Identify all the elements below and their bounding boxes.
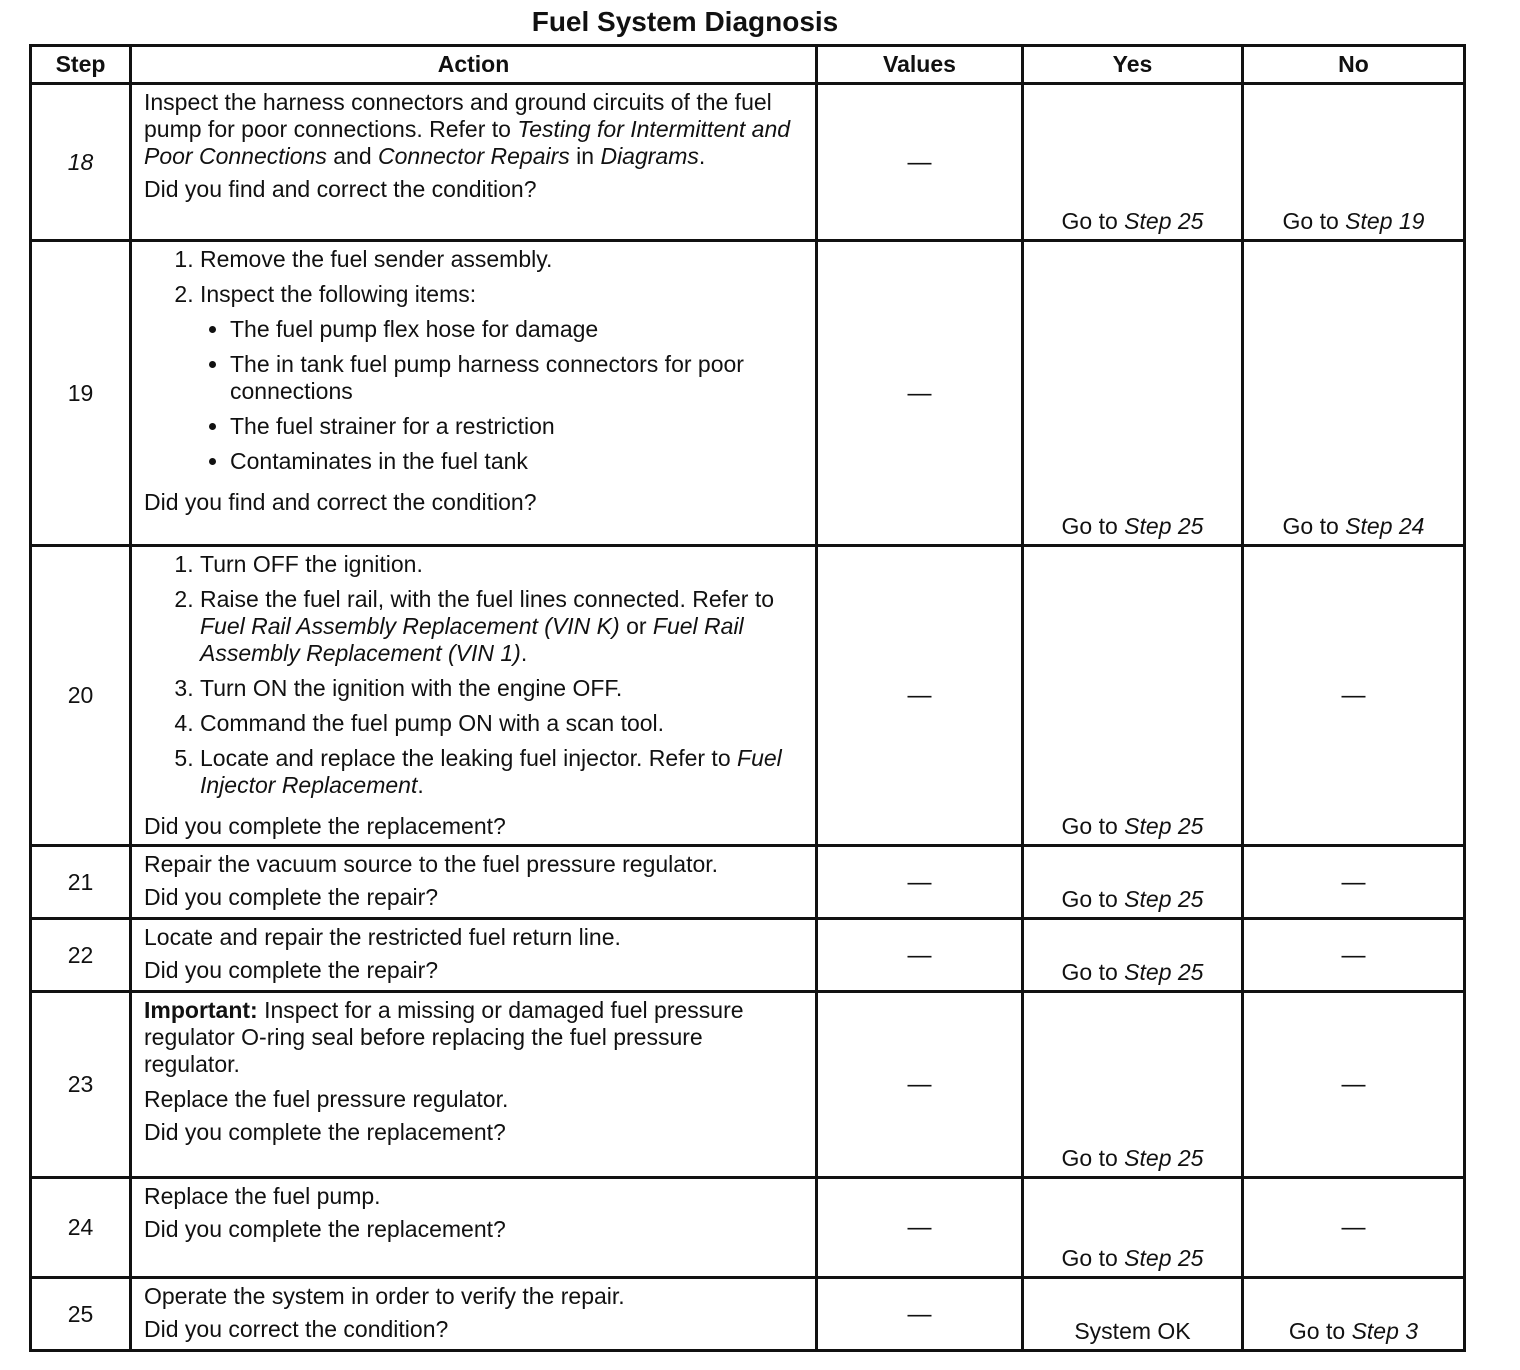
action-text: Repair the vacuum source to the fuel pressure regulator. [144, 851, 719, 877]
yes-cell: Go to Step 25 [1023, 84, 1243, 241]
question-text: Did you complete the replacement? [144, 813, 506, 839]
table-row [31, 546, 1465, 846]
bullet-item: • Contaminates in the fuel tank [230, 448, 803, 475]
step-number: 19 [31, 241, 131, 546]
yes-cell: Go to Step 25 [1023, 919, 1243, 992]
values-cell: — [817, 546, 1023, 846]
action-text: Operate the system in order to verify the repair. [144, 1283, 625, 1309]
action-text: Inspect the harness connectors and ground circuits of the fuel pump for poor connections. Refer to Testing for Intermittent and Poor Connections and Connector Repairs in Diagrams. [144, 89, 791, 169]
list-item: 5. Locate and replace the leaking fuel injector. Refer to Fuel Injector Replacement. [200, 745, 803, 799]
question-text: Did you complete the repair? [144, 884, 439, 910]
action-text: Replace the fuel pump. [144, 1183, 381, 1209]
list-item: 1. Remove the fuel sender assembly. [200, 246, 803, 273]
list-item: 2. Raise the fuel rail, with the fuel lines connected. Refer to Fuel Rail Assembly Replacement (VIN K) or Fuel Rail Assembly Replacement (VIN 1). [200, 586, 803, 667]
diagnosis-table [29, 44, 1466, 1352]
values-cell: — [817, 1178, 1023, 1278]
question-text: Did you find and correct the condition? [144, 176, 537, 202]
table-row [31, 84, 1465, 241]
action-cell [131, 84, 817, 241]
yes-cell: System OK [1023, 1278, 1243, 1351]
table-row [31, 241, 1465, 546]
list-item: 1. Turn OFF the ignition. [200, 551, 803, 578]
bullet-list [200, 316, 803, 475]
list-item: 4. Command the fuel pump ON with a scan tool. [200, 710, 803, 737]
table-row [31, 919, 1465, 992]
yes-cell: Go to Step 25 [1023, 1178, 1243, 1278]
step-number: 23 [31, 992, 131, 1178]
question-text: Did you correct the condition? [144, 1316, 449, 1342]
table-row [31, 1278, 1465, 1351]
bullet-item: • The in tank fuel pump harness connectors for poor connections [230, 351, 803, 405]
question-text: Did you complete the repair? [144, 957, 439, 983]
yes-cell: Go to Step 25 [1023, 241, 1243, 546]
step-number: 20 [31, 546, 131, 846]
question-text: Did you complete the replacement? [144, 1216, 506, 1242]
header-values: Values [817, 46, 1023, 84]
list-item: 2. Inspect the following items: • The fuel pump flex hose for damage • The in tank fuel pump harness connectors for poor connections • The fuel strainer for a restriction • Contaminates in the fuel tank [200, 281, 803, 475]
no-cell: — [1243, 919, 1465, 992]
action-cell [131, 919, 817, 992]
action-cell [131, 241, 817, 546]
step-number: 21 [31, 846, 131, 919]
values-cell: — [817, 84, 1023, 241]
no-cell: — [1243, 1178, 1465, 1278]
bullet-item: • The fuel strainer for a restriction [230, 413, 803, 440]
header-action: Action [131, 46, 817, 84]
list-item: 3. Turn ON the ignition with the engine OFF. [200, 675, 803, 702]
values-cell: — [817, 241, 1023, 546]
question-text: Did you find and correct the condition? [144, 489, 537, 515]
important-note: Important: Inspect for a missing or damaged fuel pressure regulator O-ring seal before replacing the fuel pressure regulator. [144, 997, 744, 1077]
values-cell: — [817, 846, 1023, 919]
table-row [31, 1178, 1465, 1278]
table-row [31, 992, 1465, 1178]
no-cell: Go to Step 19 [1243, 84, 1465, 241]
action-cell [131, 1178, 817, 1278]
step-number: 25 [31, 1278, 131, 1351]
table-row [31, 846, 1465, 919]
header-no: No [1243, 46, 1465, 84]
values-cell: — [817, 1278, 1023, 1351]
question-text: Did you complete the replacement? [144, 1119, 506, 1145]
yes-cell: Go to Step 25 [1023, 992, 1243, 1178]
action-steps [144, 551, 803, 807]
no-cell: Go to Step 3 [1243, 1278, 1465, 1351]
yes-cell: Go to Step 25 [1023, 546, 1243, 846]
header-yes: Yes [1023, 46, 1243, 84]
no-cell: — [1243, 992, 1465, 1178]
action-text: Locate and repair the restricted fuel return line. [144, 924, 621, 950]
yes-cell: Go to Step 25 [1023, 846, 1243, 919]
step-number: 24 [31, 1178, 131, 1278]
page-title: Fuel System Diagnosis [531, 6, 839, 37]
action-cell [131, 992, 817, 1178]
values-cell: — [817, 992, 1023, 1178]
action-text: Replace the fuel pressure regulator. [144, 1086, 509, 1112]
action-steps [144, 246, 803, 483]
no-cell: — [1243, 846, 1465, 919]
action-cell [131, 1278, 817, 1351]
no-cell: — [1243, 546, 1465, 846]
action-cell [131, 846, 817, 919]
header-step: Step [31, 46, 131, 84]
step-number: 18 [31, 84, 131, 241]
header-row [31, 46, 1465, 84]
bullet-item: • The fuel pump flex hose for damage [230, 316, 803, 343]
step-number: 22 [31, 919, 131, 992]
values-cell: — [817, 919, 1023, 992]
no-cell: Go to Step 24 [1243, 241, 1465, 546]
action-cell [131, 546, 817, 846]
